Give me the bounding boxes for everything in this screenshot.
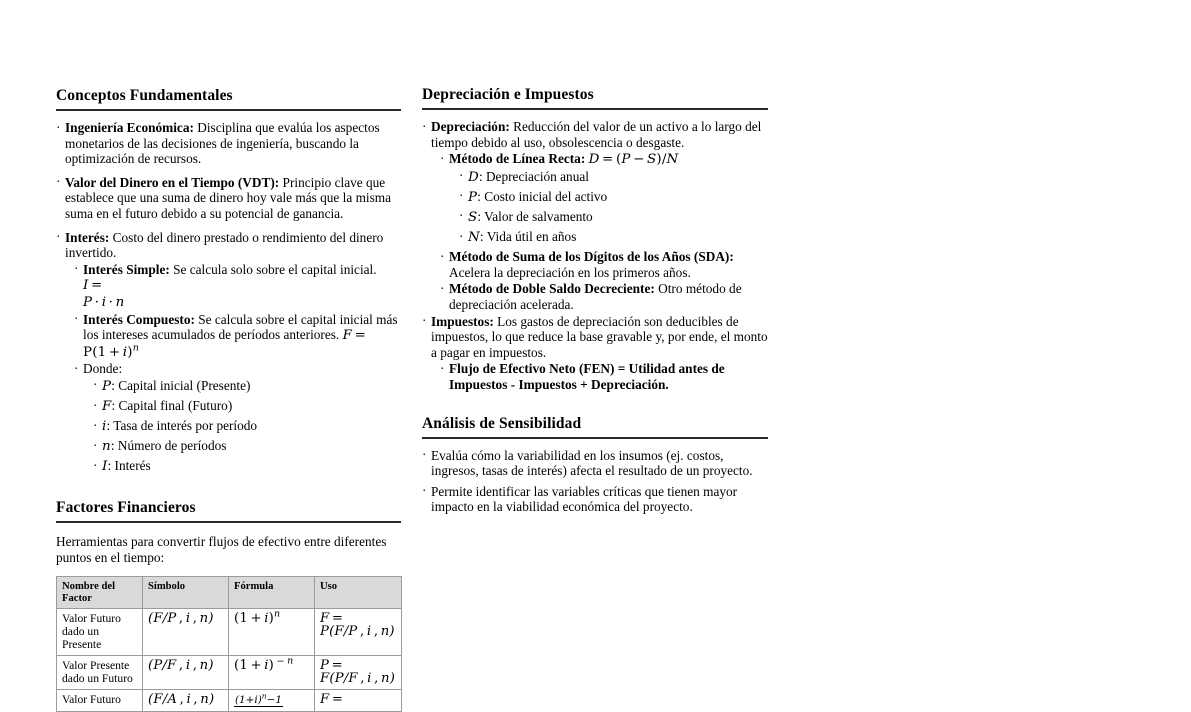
bullet-icon: · bbox=[440, 248, 445, 264]
symbol-description: : Capital final (Futuro) bbox=[111, 398, 233, 413]
formula-inline: I = bbox=[83, 278, 103, 294]
cell-nombre: Valor Presente dado un Futuro bbox=[57, 656, 143, 690]
bullet-icon: · bbox=[93, 457, 98, 473]
interes-sublist bbox=[65, 262, 401, 475]
term-description: Los gastos de depreciación son deducibles de impuestos, lo que reduce la base gravable y, por ende, el monto a pagar en impuestos. bbox=[431, 313, 768, 360]
list-item bbox=[93, 418, 401, 435]
bullet-icon: · bbox=[56, 229, 61, 245]
symbol: I bbox=[102, 459, 108, 475]
list-item bbox=[440, 361, 768, 392]
section-heading-sensibilidad: Análisis de Sensibilidad bbox=[422, 414, 768, 439]
symbol: i bbox=[102, 419, 107, 435]
impuestos-sublist bbox=[431, 361, 768, 392]
term-label: Método de Suma de los Dígitos de los Años (SDA): bbox=[449, 249, 734, 265]
bullet-icon: · bbox=[56, 119, 61, 135]
term-label: Interés Simple: bbox=[83, 261, 170, 277]
list-item bbox=[74, 262, 401, 311]
list-item bbox=[440, 151, 768, 245]
bullet-icon: · bbox=[422, 483, 427, 499]
list-item bbox=[459, 229, 768, 246]
term-label: Flujo de Efectivo Neto (FEN) = Utilidad antes de Impuestos - Impuestos + Depreciación. bbox=[449, 361, 725, 392]
left-column bbox=[56, 86, 401, 712]
symbol-description: : Capital inicial (Presente) bbox=[111, 377, 251, 393]
symbol: D bbox=[468, 169, 479, 185]
bullet-icon: · bbox=[422, 313, 427, 329]
list-item bbox=[422, 448, 768, 479]
cell-simbolo: (F/P , i , n) bbox=[143, 609, 229, 656]
term-description: Disciplina que evalúa los aspectos monetarios de las decisiones de ingeniería, buscando la optimización de recursos. bbox=[65, 120, 380, 167]
symbol-description: : Depreciación anual bbox=[478, 168, 589, 184]
list-item bbox=[422, 119, 768, 313]
term-label: Impuestos: bbox=[431, 313, 494, 329]
depreciacion-list bbox=[422, 119, 768, 393]
bullet-icon: · bbox=[74, 311, 79, 327]
cell-nombre: Valor Futuro dado un Presente bbox=[57, 609, 143, 656]
list-item bbox=[459, 209, 768, 226]
bullet-icon: · bbox=[93, 437, 98, 453]
term-description: Principio clave que establece que una suma de dinero hoy vale más que la misma suma en el futuro debido a su potencial de ganancia. bbox=[65, 174, 392, 221]
section-heading-conceptos: Conceptos Fundamentales bbox=[56, 86, 401, 111]
term-description: Acelera la depreciación en los primeros años. bbox=[449, 264, 691, 280]
list-item bbox=[93, 458, 401, 475]
bullet-icon: · bbox=[93, 397, 98, 413]
symbol: P bbox=[468, 189, 478, 205]
term-label: Donde: bbox=[83, 361, 123, 377]
bullet-icon: · bbox=[422, 118, 427, 134]
cell-simbolo: (P/F , i , n) bbox=[143, 656, 229, 690]
symbol: S bbox=[468, 209, 478, 225]
symbol-description: : Valor de salvamento bbox=[477, 208, 593, 224]
cell-simbolo: (F/A , i , n) bbox=[143, 690, 229, 711]
term-label: Interés Compuesto: bbox=[83, 311, 195, 327]
bullet-icon: · bbox=[459, 208, 464, 224]
cell-formula: $(1+i)^n-1$ bbox=[229, 690, 315, 711]
cell-nombre: Valor Futuro bbox=[57, 690, 143, 711]
item-text: Permite identificar las variables críticas que tienen mayor impacto en la viabilidad económica del proyecto. bbox=[431, 483, 738, 515]
bullet-icon: · bbox=[74, 360, 79, 376]
term-description: Reducción del valor de un activo a lo largo del tiempo debido al uso, obsolescencia o desgaste. bbox=[431, 119, 762, 150]
list-item bbox=[440, 249, 768, 280]
factores-table bbox=[56, 576, 402, 712]
bullet-icon: · bbox=[440, 150, 445, 166]
list-item bbox=[422, 314, 768, 393]
term-description: Se calcula solo sobre el capital inicial. bbox=[169, 261, 377, 277]
formula-block: $P(1 + i)^n$ bbox=[83, 342, 140, 360]
term-label: Método de Línea Recta: bbox=[449, 151, 586, 167]
symbol-description: : Tasa de interés por período bbox=[106, 418, 258, 434]
list-item bbox=[459, 189, 768, 206]
bullet-icon: · bbox=[422, 447, 427, 462]
bullet-icon: · bbox=[56, 174, 61, 190]
table-row bbox=[57, 690, 402, 711]
table-row bbox=[57, 609, 402, 656]
donde-sublist bbox=[83, 378, 401, 475]
table-header-row bbox=[57, 576, 402, 608]
cell-uso: P = F(P/F , i , n) bbox=[315, 656, 402, 690]
term-label: Valor del Dinero en el Tiempo (VDT): bbox=[65, 174, 280, 190]
formula-inline: F = bbox=[342, 328, 367, 344]
term-description: Otro método de depreciación acelerada. bbox=[449, 281, 742, 312]
term-label: Método de Doble Saldo Decreciente: bbox=[449, 281, 655, 297]
list-item bbox=[422, 484, 768, 515]
section-spacer bbox=[56, 478, 401, 498]
symbol-description: : Vida útil en años bbox=[479, 229, 577, 245]
bullet-icon: · bbox=[93, 377, 98, 393]
bullet-icon: · bbox=[440, 360, 445, 376]
symbol-description: : Interés bbox=[107, 458, 151, 474]
list-item bbox=[74, 361, 401, 475]
term-description: Costo del dinero prestado o rendimiento del dinero invertido. bbox=[65, 229, 384, 261]
bullet-icon: · bbox=[459, 168, 464, 184]
right-column bbox=[422, 86, 768, 516]
factores-intro: Herramientas para convertir flujos de efectivo entre diferentes puntos en el tiempo: bbox=[56, 534, 387, 566]
bullet-icon: · bbox=[74, 261, 79, 277]
column-header-nombre: Nombre del Factor bbox=[57, 576, 143, 608]
bullet-icon: · bbox=[440, 280, 445, 296]
cell-formula: $(1 + i)^n$ bbox=[229, 609, 315, 656]
term-label: Interés: bbox=[65, 229, 110, 245]
bullet-icon: · bbox=[93, 417, 98, 433]
list-item bbox=[93, 398, 401, 415]
symbol: N bbox=[468, 230, 480, 246]
bullet-icon: · bbox=[459, 228, 464, 244]
column-header-formula: Fórmula bbox=[229, 576, 315, 608]
section-heading-depreciacion: Depreciación e Impuestos bbox=[422, 85, 768, 110]
term-label: Ingeniería Económica: bbox=[65, 120, 194, 135]
list-item bbox=[93, 378, 401, 395]
list-item bbox=[459, 169, 768, 186]
column-header-uso: Uso bbox=[315, 576, 402, 608]
sensibilidad-list bbox=[422, 448, 768, 515]
bullet-icon: · bbox=[459, 188, 464, 204]
term-label: Depreciación: bbox=[431, 119, 510, 134]
list-item bbox=[440, 281, 768, 312]
list-item bbox=[93, 438, 401, 455]
table-row bbox=[57, 656, 402, 690]
linea-recta-symbols bbox=[449, 169, 768, 246]
list-item bbox=[56, 230, 401, 475]
conceptos-list bbox=[56, 120, 401, 475]
list-item bbox=[74, 312, 401, 361]
symbol: n bbox=[102, 439, 111, 455]
cell-formula: (1 + i) $^{- n}$ bbox=[229, 656, 315, 690]
section-heading-factores: Factores Financieros bbox=[56, 498, 401, 523]
section-spacer bbox=[422, 394, 768, 414]
formula-inline: D = (P − S)/N bbox=[588, 152, 679, 168]
column-header-simbolo: Símbolo bbox=[143, 576, 229, 608]
item-text: Evalúa cómo la variabilidad en los insumos (ej. costos, ingresos, tasas de interés) afecta el resultado de un proyecto. bbox=[431, 447, 753, 479]
cell-uso: F = bbox=[315, 690, 402, 711]
symbol: F bbox=[102, 399, 112, 414]
list-item bbox=[56, 120, 401, 167]
symbol-description: : Número de períodos bbox=[110, 438, 227, 454]
term-description: Se calcula sobre el capital inicial más los intereses acumulados de períodos anteriores. bbox=[83, 311, 398, 343]
formula-block: P · i · n bbox=[83, 294, 125, 310]
cell-uso: F = P(F/P , i , n) bbox=[315, 609, 402, 656]
symbol-description: : Costo inicial del activo bbox=[477, 188, 608, 204]
depreciacion-sublist bbox=[431, 151, 768, 312]
symbol: P bbox=[102, 378, 112, 394]
list-item bbox=[56, 175, 401, 222]
